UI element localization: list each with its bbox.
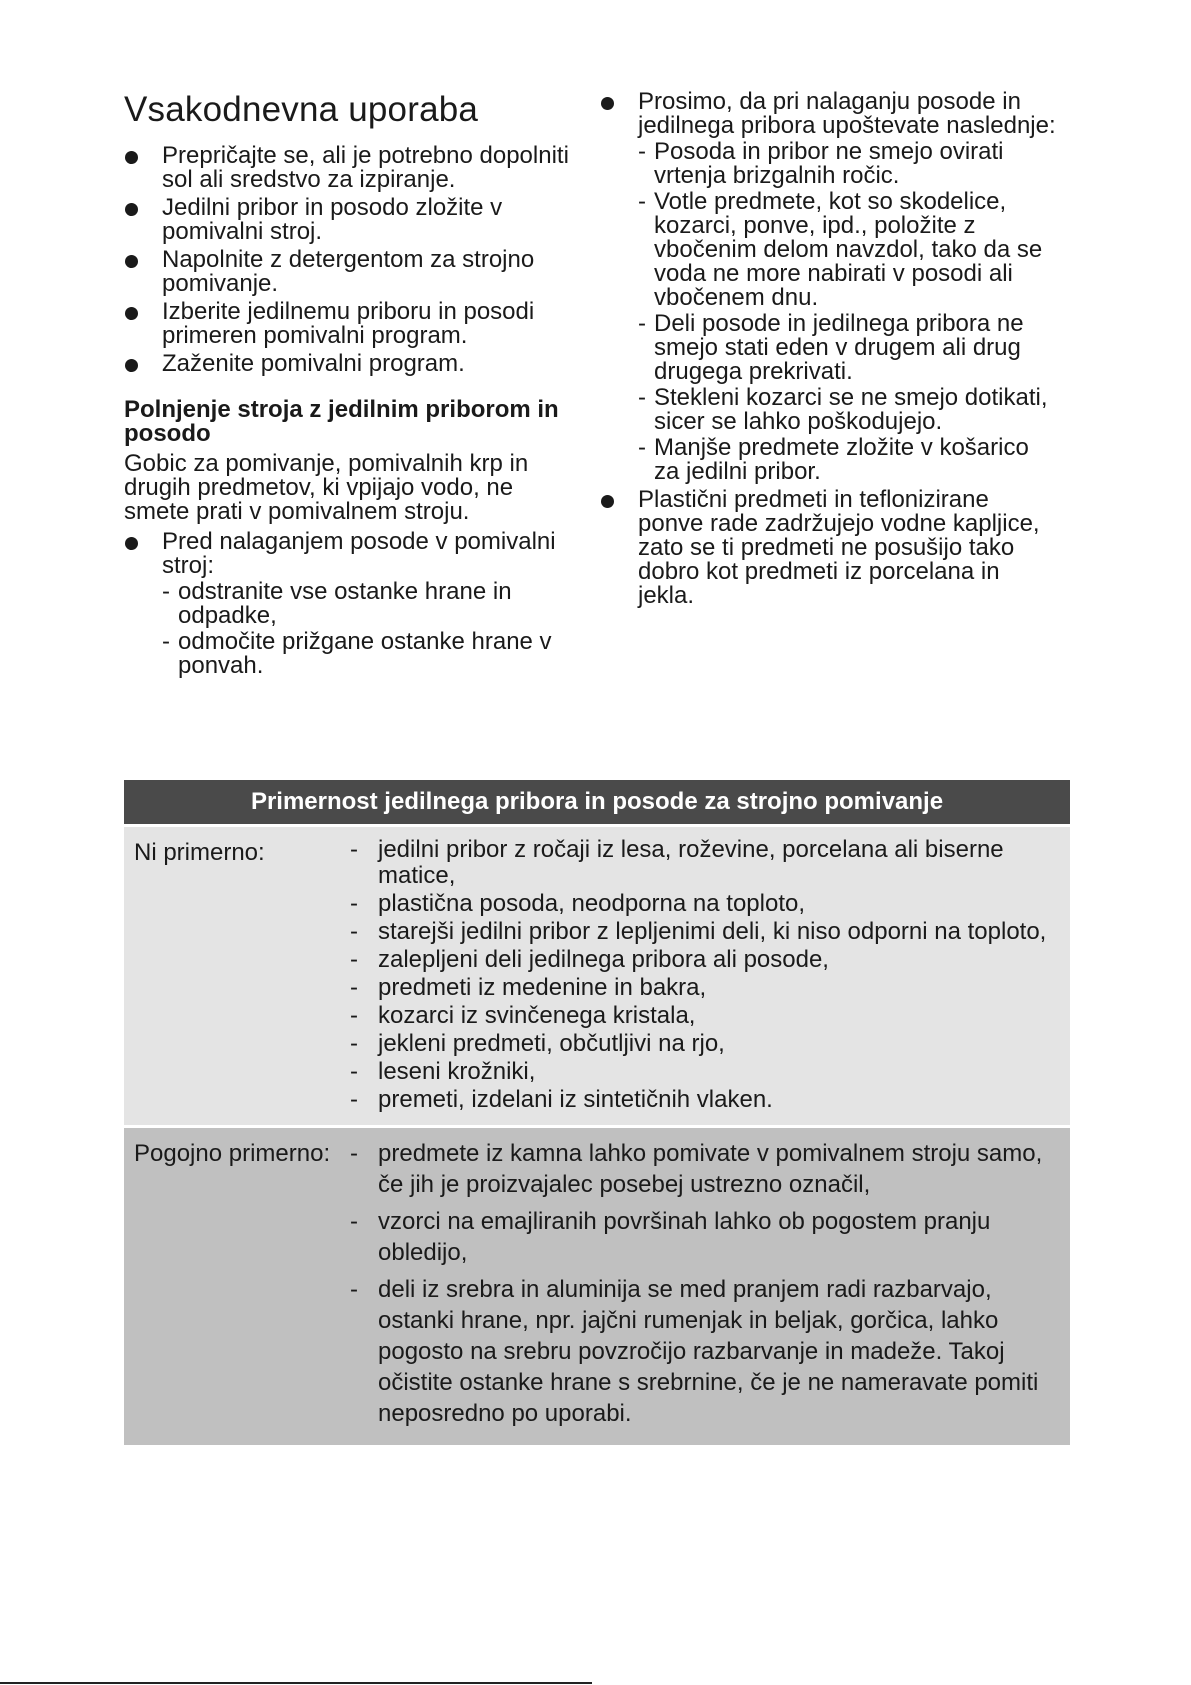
bullet-icon bbox=[125, 203, 138, 216]
list-item: - zalepljeni deli jedilnega pribora ali posode, bbox=[350, 946, 829, 973]
bullet-icon bbox=[125, 359, 138, 372]
list-item: - Votle predmete, kot so skodelice, kozarci, ponve, ipd., položite z vbočenim delom navzdol, tako da se voda ne more nabirati v posodi ali vbočenem dnu. bbox=[638, 188, 1043, 311]
loading-list bbox=[124, 530, 580, 678]
bullet-icon bbox=[125, 255, 138, 268]
paragraph: Gobic za pomivanje, pomivalnih krp in drugih predmetov, ki vpijajo vodo, ne smete prati v pomivalnem stroju. bbox=[124, 450, 529, 526]
list-item: Plastični predmeti in teflonizirane ponve rade zadržujejo vodne kapljice, zato se ti predmeti ne posušijo tako dobro kot predmeti iz porcelana in jekla. bbox=[600, 488, 1060, 608]
list-item: - predmeti iz medenine in bakra, bbox=[350, 974, 707, 1001]
list-item: Prosimo, da pri nalaganju posode in jedilnega pribora upoštevate naslednje: - Posoda in pribor ne smejo ovirati vrtenja brizgalnih ročic. - Votle predmete, kot so skodelice, kozarci, ponve, ipd., položite z vbočenim delom navzdol, tako da se voda ne more nabirati v posodi ali vbočenem dnu. - Deli posode in jedilnega pribora ne smejo stati eden v drugem ali drug drugega prekrivati. - Stekleni kozarci se ne smejo dotikati, sicer se lahko poškodujejo. - Manjše predmete zložite v košarico za jedilni pribor. bbox=[600, 90, 1060, 484]
list-item: - Stekleni kozarci se ne smejo dotikati, sicer se lahko poškodujejo. bbox=[638, 384, 1048, 435]
list-item: Prepričajte se, ali je potrebno dopolniti sol ali sredstvo za izpiranje. bbox=[124, 144, 580, 192]
right-column bbox=[600, 90, 1060, 612]
list-item: - jedilni pribor z ročaji iz lesa, roževine, porcelana ali biserne matice, bbox=[350, 836, 1004, 889]
section-title: Vsakodnevna uporaba bbox=[124, 90, 479, 129]
list-item: - odstranite vse ostanke hrane in odpadke, bbox=[162, 578, 512, 630]
loading-rules-list bbox=[600, 90, 1060, 608]
list-item: - leseni krožniki, bbox=[350, 1058, 536, 1085]
list-item: - Posoda in pribor ne smejo ovirati vrtenja brizgalnih ročic. bbox=[638, 138, 1004, 189]
row-label: Pogojno primerno: bbox=[134, 1140, 331, 1167]
list-item: Izberite jedilnemu priboru in posodi primeren pomivalni program. bbox=[124, 300, 580, 348]
bullet-icon bbox=[601, 495, 614, 508]
list-item: Jedilni pribor in posodo zložite v pomivalni stroj. bbox=[124, 196, 580, 244]
list-item: - Deli posode in jedilnega pribora ne smejo stati eden v drugem ali drug drugega prekrivati. bbox=[638, 310, 1024, 385]
row-items bbox=[340, 827, 1070, 1125]
row-items bbox=[340, 1128, 1070, 1445]
bullet-icon bbox=[125, 537, 138, 550]
bullet-icon bbox=[125, 307, 138, 320]
list-item: - predmete iz kamna lahko pomivate v pomivalnem stroju samo, če jih je proizvajalec posebej ustrezno označil, bbox=[350, 1140, 1043, 1198]
list-item: - kozarci iz svinčenega kristala, bbox=[350, 1002, 696, 1029]
bullet-icon bbox=[601, 97, 614, 110]
daily-use-list bbox=[124, 144, 580, 376]
dash-list bbox=[162, 580, 580, 678]
list-item: - Manjše predmete zložite v košarico za jedilni pribor. bbox=[638, 434, 1029, 485]
list-item: Zaženite pomivalni program. bbox=[124, 352, 580, 376]
list-item: - jekleni predmeti, občutljivi na rjo, bbox=[350, 1030, 725, 1057]
dash-list bbox=[638, 140, 1060, 484]
row-label: Ni primerno: bbox=[134, 839, 265, 866]
list-item: Pred nalaganjem posode v pomivalni stroj: - odstranite vse ostanke hrane in odpadke, - odmočite prižgane ostanke hrane v ponvah. bbox=[124, 530, 580, 678]
bullet-icon bbox=[125, 151, 138, 164]
suitability-table bbox=[124, 780, 1070, 1445]
list-item: - premeti, izdelani iz sintetičnih vlaken. bbox=[350, 1086, 773, 1113]
table-row bbox=[124, 1125, 1070, 1445]
left-column bbox=[124, 90, 580, 682]
list-item: - odmočite prižgane ostanke hrane v ponvah. bbox=[162, 628, 552, 680]
table-row bbox=[124, 824, 1070, 1125]
list-item: - vzorci na emajliranih površinah lahko ob pogostem pranju obledijo, bbox=[350, 1208, 991, 1266]
list-item: Napolnite z detergentom za strojno pomivanje. bbox=[124, 248, 580, 296]
subheading: Polnjenje stroja z jedilnim priborom in posodo bbox=[124, 396, 559, 448]
table-header: Primernost jedilnega pribora in posode za strojno pomivanje bbox=[124, 780, 1070, 824]
list-item: - starejši jedilni pribor z lepljenimi deli, ki niso odporni na toploto, bbox=[350, 918, 1047, 945]
list-item: - deli iz srebra in aluminija se med pranjem radi razbarvajo, ostanki hrane, npr. jajčni rumenjak in beljak, gorčica, lahko pogosto na srebru povzročijo razbarvanje in madeže. Takoj očistite ostanke hrane s srebrnine, če je ne nameravate pomiti neposredno po uporabi. bbox=[350, 1276, 1039, 1427]
list-item: - plastična posoda, neodporna na toploto, bbox=[350, 890, 805, 917]
footer-rule bbox=[0, 1682, 592, 1684]
